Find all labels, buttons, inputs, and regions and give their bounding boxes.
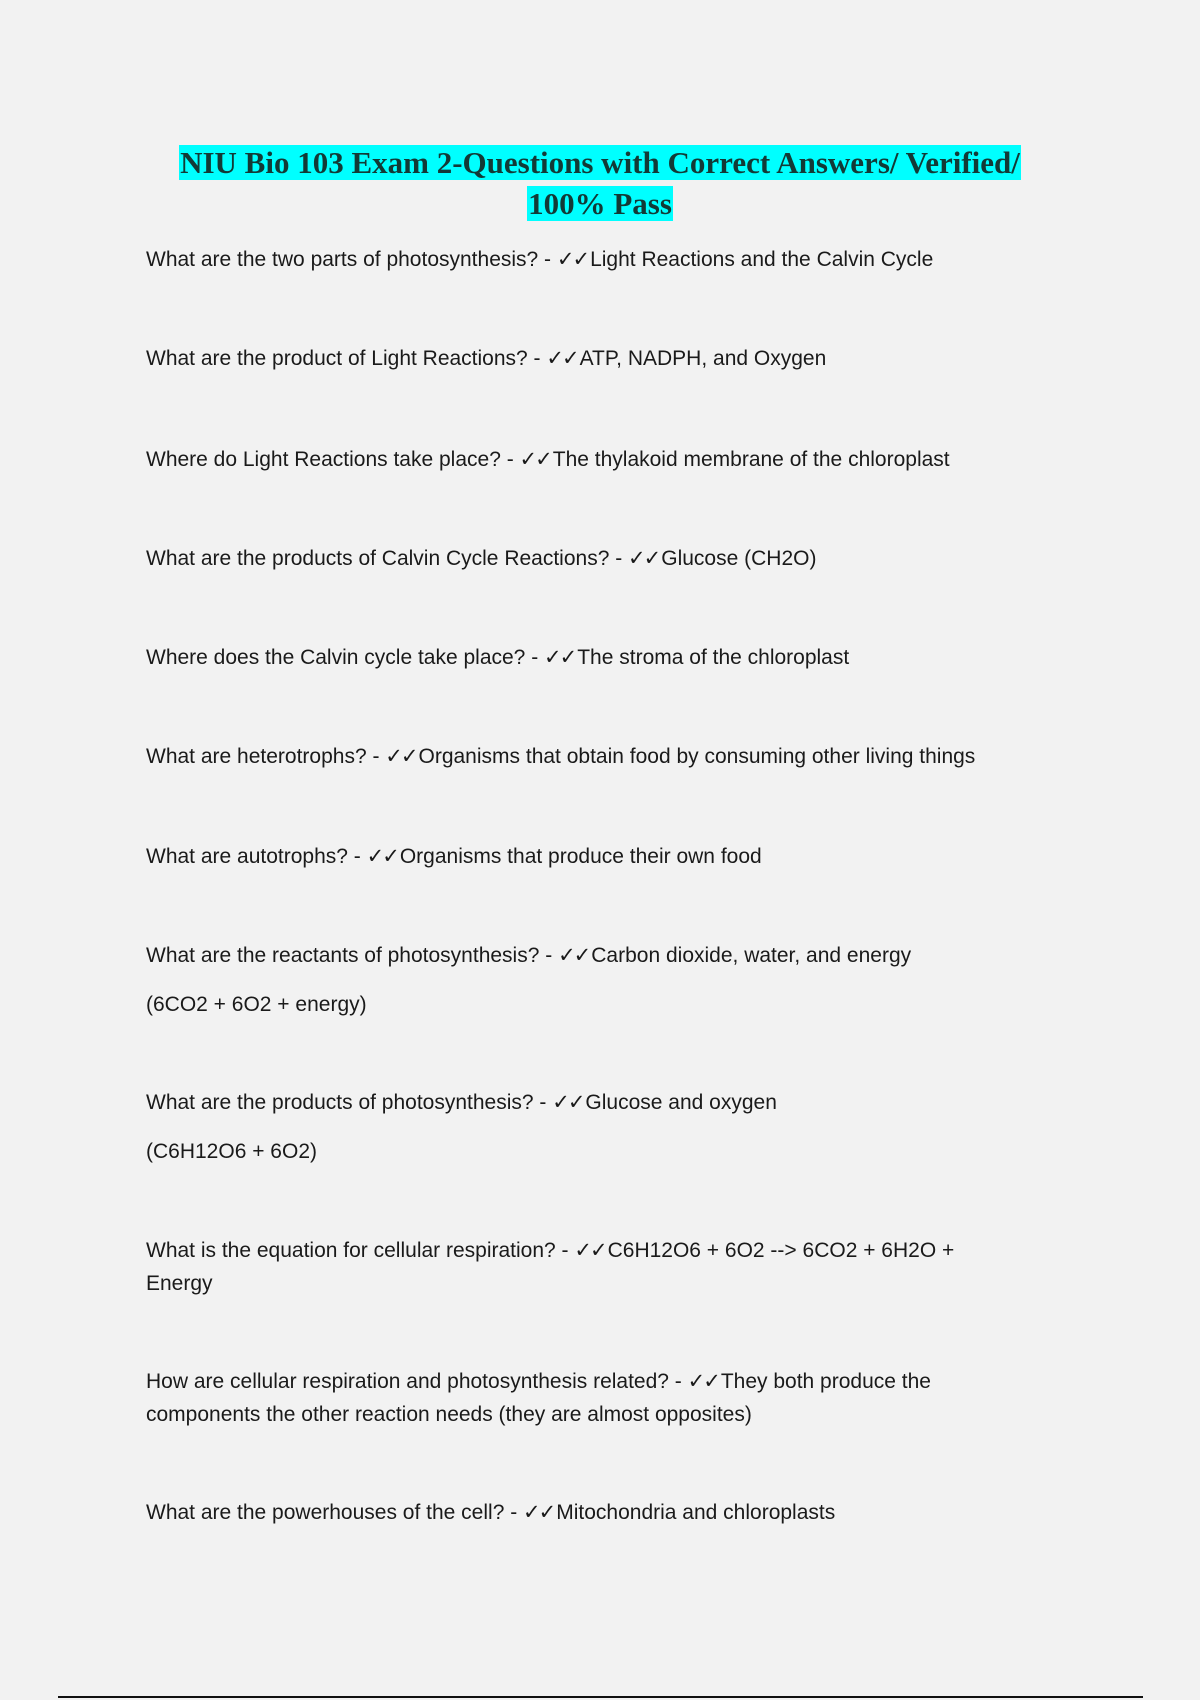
question-text: What is the equation for cellular respiration? - — [146, 1239, 575, 1262]
formula-text: (C6H12O6 + 6O2) — [146, 1140, 317, 1163]
qa-item — [146, 939, 1046, 1021]
qa-line — [146, 1086, 1046, 1119]
double-check-icon: ✓✓ — [628, 547, 660, 570]
double-check-icon: ✓✓ — [546, 347, 578, 370]
question-text: What are the powerhouses of the cell? - — [146, 1501, 524, 1524]
answer-text: They both produce the — [720, 1370, 931, 1393]
qa-line — [146, 740, 1046, 773]
qa-line — [146, 840, 1046, 873]
double-check-icon: ✓✓ — [523, 1501, 555, 1524]
qa-line — [146, 342, 1046, 375]
answer-text: The thylakoid membrane of the chloroplast — [552, 448, 950, 471]
answer-text: Glucose (CH2O) — [661, 547, 817, 570]
double-check-icon: ✓✓ — [544, 646, 576, 669]
question-text: What are the products of photosynthesis? - — [146, 1091, 553, 1114]
double-check-icon: ✓✓ — [558, 944, 590, 967]
qa-item — [146, 443, 1046, 476]
question-text: What are the two parts of photosynthesis? - — [146, 248, 557, 271]
answer-text: ATP, NADPH, and Oxygen — [579, 347, 827, 370]
answer-text: Organisms that produce their own food — [399, 845, 762, 868]
question-text: Where does the Calvin cycle take place? - — [146, 646, 545, 669]
double-check-icon: ✓✓ — [366, 845, 398, 868]
double-check-icon: ✓✓ — [519, 448, 551, 471]
question-text: How are cellular respiration and photosynthesis related? - — [146, 1370, 688, 1393]
question-text: What are the products of Calvin Cycle Reactions? - — [146, 547, 629, 570]
title-line-1: NIU Bio 103 Exam 2-Questions with Correct Answers/ Verified/ — [180, 145, 1020, 180]
qa-item — [146, 641, 1046, 674]
qa-line — [146, 641, 1046, 674]
answer-text: Organisms that obtain food by consuming other living things — [418, 745, 976, 768]
qa-item — [146, 1365, 1046, 1431]
qa-line — [146, 542, 1046, 575]
qa-item — [146, 1496, 1046, 1529]
qa-item — [146, 342, 1046, 375]
qa-line — [146, 1496, 1046, 1529]
qa-item — [146, 243, 1046, 276]
footer-divider — [58, 1696, 1143, 1698]
double-check-icon: ✓✓ — [385, 745, 417, 768]
answer-text: Carbon dioxide, water, and energy — [591, 944, 912, 967]
qa-line — [146, 243, 1046, 276]
question-text: Where do Light Reactions take place? - — [146, 448, 520, 471]
qa-item — [146, 840, 1046, 873]
qa-line — [146, 1234, 1046, 1267]
question-text: What are heterotrophs? - — [146, 745, 386, 768]
double-check-icon: ✓✓ — [556, 248, 589, 271]
answer-text: The stroma of the chloroplast — [577, 646, 850, 669]
question-text: What are the reactants of photosynthesis? - — [146, 944, 559, 967]
double-check-icon: ✓✓ — [687, 1370, 719, 1393]
page-title — [100, 142, 1100, 224]
answer-continuation: Energy — [146, 1272, 213, 1295]
answer-text: Light Reactions and the Calvin Cycle — [590, 248, 934, 271]
qa-item — [146, 1234, 1046, 1300]
qa-item — [146, 542, 1046, 575]
qa-line — [146, 1365, 1046, 1398]
qa-line — [146, 939, 1046, 972]
qa-item — [146, 1086, 1046, 1168]
double-check-icon: ✓✓ — [552, 1091, 584, 1114]
qa-item — [146, 740, 1046, 773]
title-line-2: 100% Pass — [528, 186, 672, 221]
answer-text: Mitochondria and chloroplasts — [556, 1501, 836, 1524]
answer-text: C6H12O6 + 6O2 --> 6CO2 + 6H2O + — [607, 1239, 955, 1262]
answer-text: Glucose and oxygen — [585, 1091, 777, 1114]
question-text: What are the product of Light Reactions? - — [146, 347, 547, 370]
answer-continuation: components the other reaction needs (they are almost opposites) — [146, 1403, 752, 1426]
question-text: What are autotrophs? - — [146, 845, 367, 868]
formula-text: (6CO2 + 6O2 + energy) — [146, 993, 367, 1016]
qa-line — [146, 443, 1046, 476]
double-check-icon: ✓✓ — [574, 1239, 606, 1262]
